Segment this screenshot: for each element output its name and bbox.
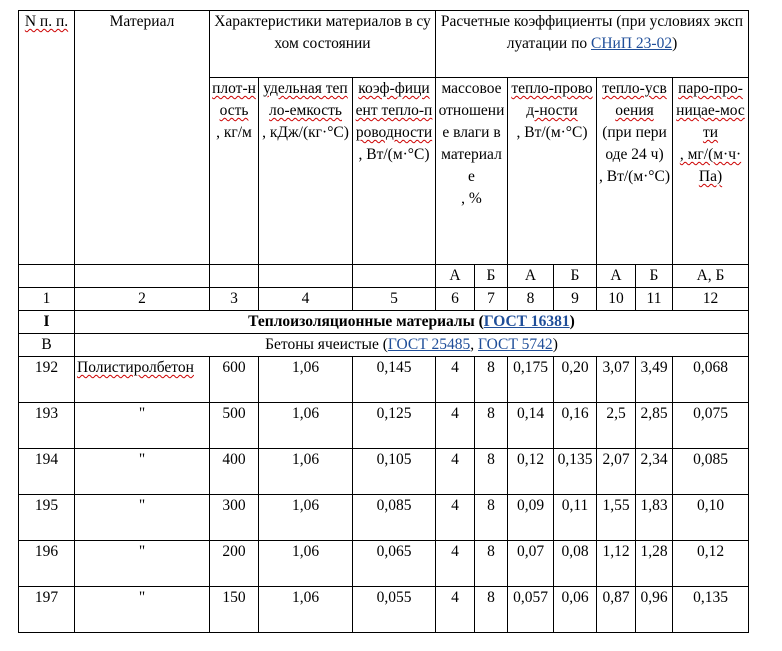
sub-a-moisture: А [436,265,475,288]
section-num: I [19,311,75,334]
header-calc-group: Расчетные коэффициенты (при условиях эксплуатации по СНиП 23-02) [436,11,749,78]
sub-a-absorption: А [597,265,636,288]
gost-16381-link[interactable]: ГОСТ 16381 [483,313,570,330]
sub-b-moisture: Б [475,265,508,288]
table-row: 197 " 150 1,06 0,055 4 8 0,057 0,06 0,87 0,96 0,135 [19,587,749,633]
snip-link[interactable]: СНиП 23-02 [591,35,673,52]
header-conductivity-calc: тепло-провод-ности , Вт/(м·°С) [508,78,597,265]
header-density: плот-ность , кг/м [210,78,259,265]
header-absorption: тепло-усвоения (при периоде 24 ч) , Вт/(м·°С) [597,78,673,265]
section-row [19,311,749,334]
document-page [18,10,749,633]
table-row: 192 Полистиролбетон 600 1,06 0,145 4 8 0,175 0,20 3,07 3,49 0,068 [19,357,749,403]
subsection-title: Бетоны ячеистые (ГОСТ 25485, ГОСТ 5742) [75,334,749,357]
subsection-row [19,334,749,357]
sub-b-absorption: Б [636,265,673,288]
column-number-row: 1 2 3 4 5 6 7 8 9 10 11 12 [19,288,749,311]
gost-25485-link[interactable]: ГОСТ 25485 [387,336,471,353]
header-row-1 [19,11,749,78]
header-sub-row [19,265,749,288]
table-row: 196 " 200 1,06 0,065 4 8 0,07 0,08 1,12 1,28 0,12 [19,541,749,587]
sub-a-conductivity: А [508,265,554,288]
header-num: N п. п. [19,11,75,265]
table-row: 194 " 400 1,06 0,105 4 8 0,12 0,135 2,07 2,34 0,085 [19,449,749,495]
header-vapor: паро-про-ницае-мости , мг/(м·ч·Па) [673,78,749,265]
subsection-num: В [19,334,75,357]
table-row: 195 " 300 1,06 0,085 4 8 0,09 0,11 1,55 1,83 0,10 [19,495,749,541]
sub-b-conductivity: Б [554,265,597,288]
sub-ab-vapor: А, Б [673,265,749,288]
header-heat-capacity: удельная тепло-емкость , кДж/(кг·°С) [259,78,353,265]
header-moisture: массовое отношение влаги в материале , % [436,78,508,265]
header-material: Материал [75,11,210,265]
header-conductivity: коэф-фициент тепло-проводности , Вт/(м·°С) [353,78,436,265]
header-dry-group: Характеристики материалов в сухом состоянии [210,11,436,78]
materials-table [18,10,749,633]
table-row: 193 " 500 1,06 0,125 4 8 0,14 0,16 2,5 2,85 0,075 [19,403,749,449]
section-title: Теплоизоляционные материалы (ГОСТ 16381) [75,311,749,334]
gost-5742-link[interactable]: ГОСТ 5742 [478,336,553,353]
